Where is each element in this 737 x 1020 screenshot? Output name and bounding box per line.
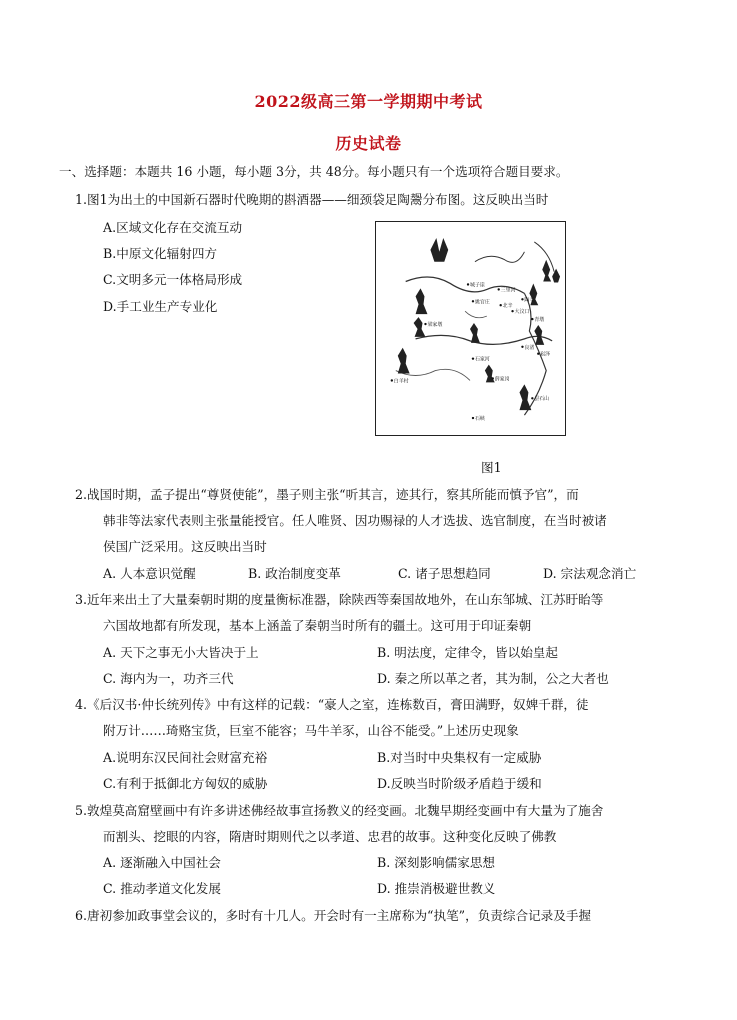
q1-option-d: D.手工业生产专业化: [103, 299, 218, 314]
q2-option-d: D. 宗法观念消亡: [543, 566, 637, 581]
map-site-label: 姚官庄: [474, 299, 490, 306]
q4-stem-line-2: 附万计……琦赂宝货，巨室不能容；马牛羊豕，山谷不能受。”上述历史现象: [103, 723, 519, 738]
q3-option-a: A. 天下之事无小大皆决于上: [103, 645, 259, 660]
map-site-label: 良渚: [524, 344, 535, 351]
q2-stem-line-3: 侯国广泛采用。这反映出当时: [103, 539, 267, 554]
q3-option-d: D. 秦之所以革之者，其为制，公之大者也: [377, 671, 609, 686]
map-site-label: 梁家墩: [427, 322, 443, 329]
q5-option-b: B. 深刻影响儒家思想: [377, 855, 496, 870]
q3-stem-line-2: 六国故地都有所发现，基本上涵盖了秦朝当时所有的疆土。这可用于印证秦朝: [103, 618, 532, 633]
map-site-label: 青墩: [534, 317, 545, 324]
exam-title: 2022级高三第一学期期中考试: [254, 92, 483, 111]
q4-option-b: B.对当时中央集权有一定威胁: [377, 750, 542, 765]
q4-option-d: D.反映当时阶级矛盾趋于缓和: [377, 776, 542, 791]
q1-option-c: C.文明多元一体格局形成: [103, 272, 243, 287]
exam-subtitle: 历史试卷: [335, 134, 402, 153]
map-site-label: 昙石山: [534, 396, 550, 403]
map-site-label: 北辛: [502, 303, 513, 310]
map-site-label: 石峡: [474, 416, 485, 423]
section-instruction: 一、选择题：本题共 16 小题，每小题 3分，共 48分。每小题只有一个选项符合题目要求。: [59, 164, 569, 179]
q1-option-b: B.中原文化辐射四方: [103, 246, 218, 261]
map-site-label: 三里河: [500, 287, 516, 294]
figure-1-label: 图1: [481, 460, 502, 475]
q1-stem: 1.图1为出土的中国新石器时代晚期的斟酒器——细颈袋足陶鬶分布图。这反映出当时: [75, 192, 549, 207]
q2-option-b: B. 政治制度变革: [248, 566, 341, 581]
q3-option-b: B. 明法度，定律令，皆以始皇起: [377, 645, 558, 660]
q5-stem-line-2: 而割头、挖眼的内容，隋唐时期则代之以孝道、忠君的故事。这种变化反映了佛教: [103, 829, 557, 844]
q5-option-a: A. 逐渐融入中国社会: [103, 855, 221, 870]
map-site-label: 大汶口: [514, 309, 530, 316]
q1-distribution-map: [375, 221, 566, 436]
q3-option-c: C. 海内为一，功齐三代: [103, 671, 234, 686]
q1-option-a: A.区域文化存在交流互动: [103, 220, 243, 235]
q5-option-d: D. 推崇消极避世教义: [377, 881, 496, 896]
map-site-label: 崧泽: [540, 351, 551, 358]
q2-option-a: A. 人本意识觉醒: [103, 566, 196, 581]
q5-stem-line-1: 5.敦煌莫高窟壁画中有许多讲述佛经故事宣扬教义的经变画。北魏早期经变画中有大量为了施舍: [75, 803, 604, 818]
map-site-label: 陶寺: [524, 297, 535, 304]
q4-option-c: C.有利于抵御北方匈奴的威胁: [103, 776, 268, 791]
q4-option-a: A.说明东汉民间社会财富充裕: [103, 750, 268, 765]
q4-stem-line-1: 4.《后汉书·仲长统列传》中有这样的记载：“豪人之室，连栋数百，膏田满野，奴婢千群，徒: [75, 697, 589, 712]
map-site-label: 石家河: [474, 356, 490, 363]
q3-stem-line-1: 3.近年来出土了大量秦朝时期的度量衡标准器，除陕西等秦国故地外，在山东邹城、江苏盱眙等: [75, 592, 604, 607]
q5-option-c: C. 推动孝道文化发展: [103, 881, 221, 896]
q6-stem-line-1: 6.唐初参加政事堂会议的，多时有十几人。开会时有一主席称为“执笔”，负责综合记录及手握: [75, 908, 592, 923]
map-site-label: 薛家岗: [494, 376, 510, 383]
q2-option-c: C. 诸子思想趋同: [398, 566, 491, 581]
q2-stem-line-2: 韩非等法家代表则主张量能授官。任人唯贤、因功赐禄的人才选拔、选官制度，在当时被诸: [103, 513, 607, 528]
q2-stem-line-1: 2.战国时期，孟子提出“尊贤使能”，墨子则主张“听其言，迹其行，察其所能而慎予官”，而: [75, 487, 579, 502]
map-site-label: 城子崖: [470, 282, 485, 289]
map-site-label: 白羊村: [393, 378, 409, 385]
